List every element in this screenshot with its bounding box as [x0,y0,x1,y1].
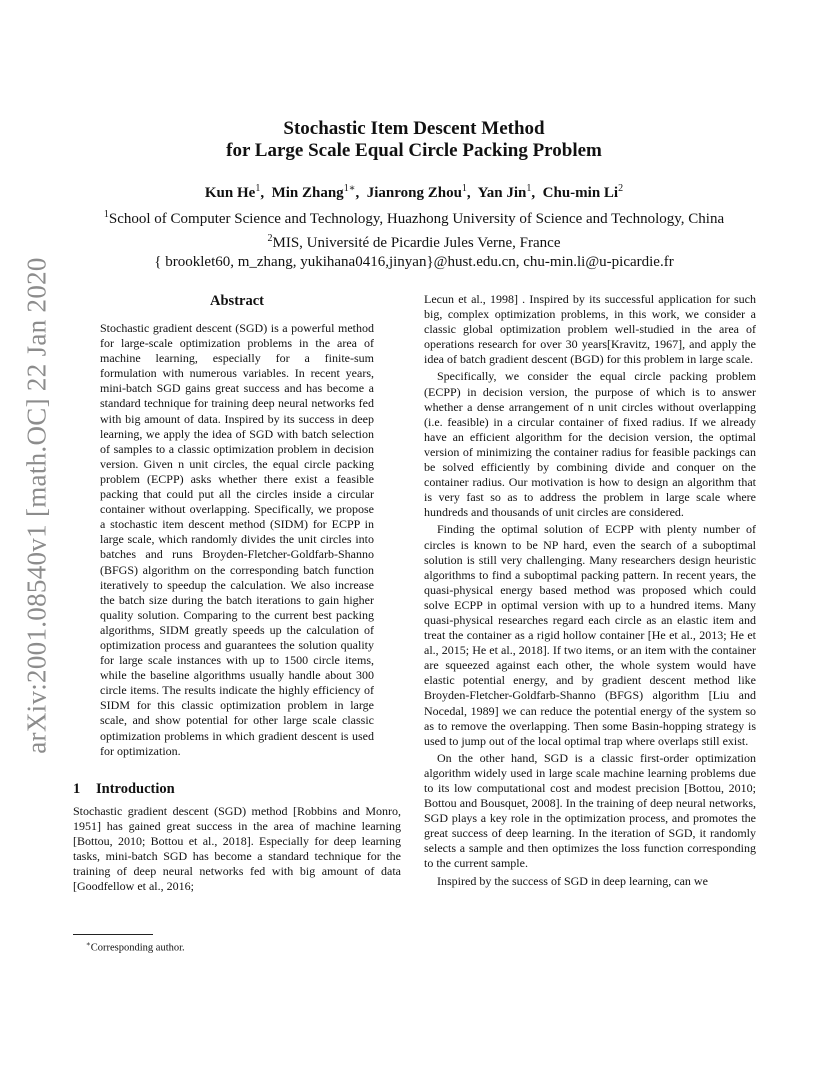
arxiv-identifier: arXiv:2001.08540v1 [math.OC] 22 Jan 2020 [21,256,52,754]
intro-paragraph-2: Specifically, we consider the equal circle packing problem (ECPP) in decision version, the purpose of which is to answer whether a dense arrangement of n unit circles without overlapping (i.e. feasible) in a circular container of fixed radius. If we already have an efficient algorithm for the decision version, the optimal version of minimizing the container radius for feasible packings can be solved efficiently by combining divide and conquer on the container radius. Our motivation is how to design an algorithm that is very fast so as to address the problem in large scale where hundreds and thousands of unit circles are considered. [424,369,756,520]
author-name: Min Zhang [271,185,344,201]
intro-paragraph-3: Finding the optimal solution of ECPP with plenty number of circles is known to be NP hard, even the search of a suboptimal solution is still very challenging. Many researchers design heuristic algorithms to find a suboptimal packing pattern. In recent years, the quasi-physical energy based method was proposed which could solve ECPP in optimal version with up to a hundred items. Many quasi-physical researches regard each circle as an elastic item and treat the container as a rigid hollow container [He et al., 2013; He et al., 2015; He et al., 2018]. If two items, or an item with the container are squeezed against each other, the whole system would have elastic potential energy, and by gradient descent method like Broyden-Fletcher-Goldfarb-Shanno (BFGS) algorithm [Liu and Nocedal, 1989] we can reduce the potential energy of the system so as to remove the overlapping. Then some Basin-hopping strategy is used to jump out of the local optimal trap where overlaps still exist. [424,522,756,748]
arxiv-stamp [14,256,60,754]
author-emails: { brooklet60, m_zhang, yukihana0416,jinyan}@hust.edu.cn, chu-min.li@u-picardie.fr [154,254,674,270]
title-line-2: for Large Scale Equal Circle Packing Problem [226,140,602,161]
author-name: Yan Jin [477,185,527,201]
abstract-heading: Abstract [210,293,264,309]
intro-paragraph-1-continued: Lecun et al., 1998] . Inspired by its successful application for such big, complex optimization problems, in this work, we consider a classic global optimization problem well-studied in the area of operations research for over 30 years[Kravitz, 1967], and apply the idea of batch gradient descent (BGD) for this problem in large scale. [424,292,756,367]
section-title: Introduction [96,780,175,797]
intro-paragraph-5: Inspired by the success of SGD in deep learning, can we [437,873,708,888]
author-name: Kun He [204,185,256,201]
affiliations [0,205,828,272]
title-line-1: Stochastic Item Descent Method [283,118,545,139]
right-column [424,292,756,891]
affiliation-mark: 1 [103,209,109,220]
author-list: Kun He$^1$, Min Zhang$^{1∗}$, Jianrong Zhou$^1$, Yan Jin$^1$, Chu-min Li$^2$ [204,183,624,201]
author-name: Chu-min Li [542,185,619,201]
left-column [73,292,401,894]
author-mark: 1 [255,183,261,194]
affiliation-1 [0,205,828,229]
affiliation-text: MIS, Université de Picardie Jules Verne, France [272,235,561,251]
author-name: Jianrong Zhou [366,185,462,201]
abstract-text: Stochastic gradient descent (SGD) is a powerful method for large-scale optimization problems in the area of machine learning, especially for a finite-sum formulation with numerous variables. In recent years, mini-batch SGD gains great success and has become a standard technique for training deep neural networks fed with big amount of data. Inspired by its success in deep learning, we apply the idea of SGD with batch selection of samples to a classic optimization problem in decision version. Given n unit circles, the equal circle packing problem (ECPP) asks whether there exist a feasible packing that could put all the circles inside a circular container without overlapping. Specifically, we propose a stochastic item descent method (SIDM) for ECPP in large scale, which randomly divides the unit circles into batches and runs Broyden-Fletcher-Goldfarb-Shanno (BFGS) algorithm on the corresponding batch function iteratively to speedup the calculation. We also increase the batch size during the batch iterations to gain higher quality solution. Comparing to the current best packing algorithms, SIDM greatly speeds up the calculation of optimization process and guarantees the solution quality for large scale instances with up to 1500 circle items, while the baseline algorithms usually handle about 300 circle items. The results indicate the highly efficiency of SIDM for this classic optimization problem in large scale, and show potential for other large scale classic optimization problems in which gradient descent is used for optimization. [100,321,374,758]
footnote [86,938,185,955]
affiliation-2 [0,229,828,253]
section-heading-introduction [73,780,401,798]
footnote-text: Corresponding author. [90,942,185,954]
author-mark: 1 [461,183,467,194]
footnote-mark: ∗ [86,940,91,948]
paper-title [0,118,828,162]
author-mark: 1 [526,183,532,194]
footnote-divider [73,934,153,935]
author-mark: 2 [618,183,624,194]
intro-paragraph-1: Stochastic gradient descent (SGD) method [Robbins and Monro, 1951] has gained great success in the area of machine learning [Bottou, 2010; Bottou et al., 2018]. Especially for deep learning tasks, mini-batch SGD has become a standard technique for the training of deep neural networks fed with big amount of data [Goodfellow et al., 2016; [73,803,401,894]
section-number: 1 [73,780,81,797]
author-mark: 1∗ [343,183,356,194]
affiliation-text: School of Computer Science and Technology, Huazhong University of Science and Technology, China [108,211,725,227]
intro-paragraph-4: On the other hand, SGD is a classic first-order optimization algorithm widely used in large scale machine learning problems due to its low computational cost and modest precision [Bottou, 2010; Bottou and Bousquet, 2008]. In the training of deep neural networks, SGD plays a key role in the optimization process, and promotes the great success of deep learning. In the iteration of SGD, it randomly selects a sample and then optimizes the loss function corresponding to the current sample. [424,750,756,871]
affiliation-mark: 2 [267,233,273,244]
